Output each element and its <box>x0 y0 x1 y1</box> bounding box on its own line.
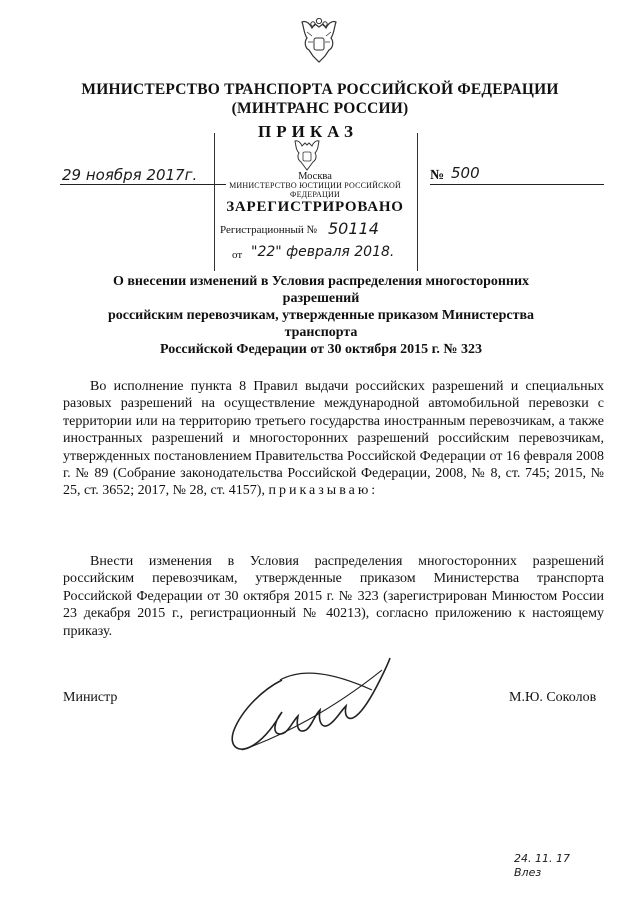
signatory-name: М.Ю. Соколов <box>509 690 597 705</box>
stamp-reg-number: 50114 <box>328 219 379 238</box>
document-type: ПРИКАЗ <box>258 122 358 141</box>
stamp-reg-number-label: Регистрационный № <box>220 224 318 236</box>
title-line: российским перевозчикам, утвержденные приказом Министерства транспорта <box>107 308 535 340</box>
ministry-abbreviation: (МИНТРАНС РОССИИ) <box>231 100 409 117</box>
paragraph-operative <box>63 553 604 640</box>
stamp-date: "22" февраля 2018. <box>251 244 395 260</box>
order-word: приказываю: <box>268 483 379 499</box>
coat-of-arms-icon <box>298 18 340 66</box>
operative-text: Внести изменения в Условия распределения многосторонних разрешений российским перевозчикам, утвержденные приказом Министерства транспорта Российской Федерации от 30 октября 2015 г. № 323 (зарегистрирован Минюстом России 23 декабря 2015 г., регистрационный № 40213), согласно приложению к настоящему приказу. <box>63 554 604 639</box>
title-line: Российской Федерации от 30 октября 2015 г. № 323 <box>160 342 482 357</box>
note-initials: Влез <box>514 866 542 879</box>
order-number-label: № <box>430 168 445 183</box>
stamp-status: ЗАРЕГИСТРИРОВАНО <box>226 199 404 215</box>
handwritten-note <box>514 852 570 880</box>
stamp-emblem-icon <box>292 138 322 172</box>
title-line: О внесении изменений в Условия распределения многосторонних разрешений <box>112 274 530 306</box>
ministry-header <box>0 80 640 118</box>
stamp-city: Москва <box>298 171 332 182</box>
stamp-ministry: МИНИСТЕРСТВО ЮСТИЦИИ РОССИЙСКОЙ ФЕДЕРАЦИИ <box>229 181 401 199</box>
number-underline <box>430 184 604 185</box>
date-underline <box>60 184 226 185</box>
paragraph-preamble <box>63 378 604 500</box>
order-number: 500 <box>451 164 480 182</box>
stamp-date-label: от <box>232 249 243 261</box>
ministry-name: МИНИСТЕРСТВО ТРАНСПОРТА РОССИЙСКОЙ ФЕДЕРАЦИИ <box>81 81 559 98</box>
signature-icon <box>222 650 394 762</box>
preamble-text: Во исполнение пункта 8 Правил выдачи российских разрешений и специальных разовых разрешений на осуществление международной автомобильной перевозки с территории или на территорию третьего государства иностранным перевозчикам, а также иностранных разрешений и многосторонних разрешений российским перевозчикам, утвержденных постановлением Правительства Российской Федерации от 16 февраля 2008 г. № 89 (Собрание законодательства Российской Федерации, 2008, № 8, ст. 745; 2015, № 25, ст. 3652; 2017, № 28, ст. 4157), <box>63 379 604 499</box>
signatory-title: Министр <box>63 690 118 705</box>
document-title <box>76 273 566 358</box>
order-date: 29 ноября 2017г. <box>62 166 198 184</box>
note-date: 24. 11. 17 <box>514 852 570 865</box>
